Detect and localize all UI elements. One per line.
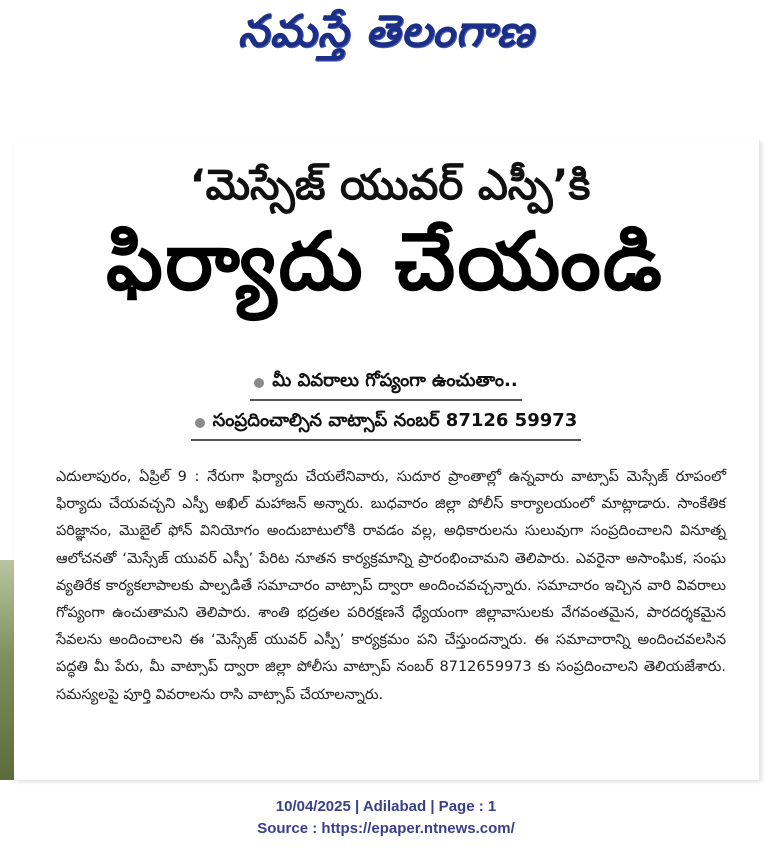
footer-edition-info: 10/04/2025 | Adilabad | Page : 1 — [275, 798, 497, 815]
article-body — [56, 464, 726, 709]
footer-source-link[interactable]: Source : https://epaper.ntnews.com/ — [257, 820, 515, 837]
newspaper-masthead — [0, 6, 772, 68]
subhead-bullet-text: సంప్రదించాల్సిన వాట్సాప్ నంబర్ 87126 59973 — [212, 410, 578, 431]
article-kicker: ‘మెస్సేజ్ యువర్ ఎస్పీ’కి — [189, 160, 591, 209]
subhead-bullet-1 — [0, 370, 772, 401]
bullet-dot-icon — [195, 418, 205, 428]
subhead-bullet-2 — [0, 410, 772, 441]
bullet-dot-icon — [254, 378, 264, 388]
page-footer — [0, 796, 772, 840]
article-body-paragraph: ఎదులాపురం, ఏప్రిల్ 9 : నేరుగా ఫిర్యాదు చేయలేనివారు, సుదూర ప్రాంతాల్లో ఉన్నవారు వాట్సాప్ మెస్సేజ్ రూపంలో ఫిర్యాదు చేయవచ్చని ఎస్పీ అఖిల్ మహాజన్ అన్నారు. బుధవారం జిల్లా పోలీస్ కార్యాలయంలో మాట్లాడారు. సాంకేతిక పరిజ్ఞానం, మొబైల్ ఫోన్ వినియోగం అందుబాటులోకి రావడం వల్ల, అధికారులను సులువుగా సంప్రదించాలని వినూత్న ఆలోచనతో ‘మెస్సేజ్ యువర్ ఎస్పీ’ పేరిట నూతన కార్యక్రమాన్ని ప్రారంభించామని తెలిపారు. ఎవరైనా అసాంఘిక, సంఘ వ్యతిరేక కార్యకలాపాలకు పాల్పడితే సమాచారం వాట్సాప్ ద్వారా అందించవచ్చన్నారు. సమాచారం ఇచ్చిన వారి వివరాలు గోప్యంగా ఉంచుతామని తెలిపారు. శాంతి భద్రతల పరిరక్షణనే ధ్యేయంగా జిల్లావాసులకు వేగవంతమైన, పారదర్శకమైన సేవలను అందించాలని ఈ ‘మెస్సేజ్ యువర్ ఎస్పీ’ కార్యక్రమం పని చేస్తుందన్నారు. ఈ సమాచారాన్ని అందించవలసిన పద్ధతి మీ పేరు, మీ వాట్సాప్ ద్వారా జిల్లా పోలీసు వాట్సాప్ నంబర్ 8712659973 కు సంప్రదించాలని తెలియజేశారు. సమస్యలపై పూర్తి వివరాలను రాసి వాట్సాప్ చేయాలన్నారు. — [56, 469, 726, 703]
masthead-title: నమస్తే తెలంగాణ — [237, 6, 535, 57]
article-headline: ఫిర్యాదు చేయండి — [106, 215, 664, 308]
subhead-bullet-text: మీ వివరాలు గోప్యంగా ఉంచుతాం.. — [272, 370, 518, 391]
